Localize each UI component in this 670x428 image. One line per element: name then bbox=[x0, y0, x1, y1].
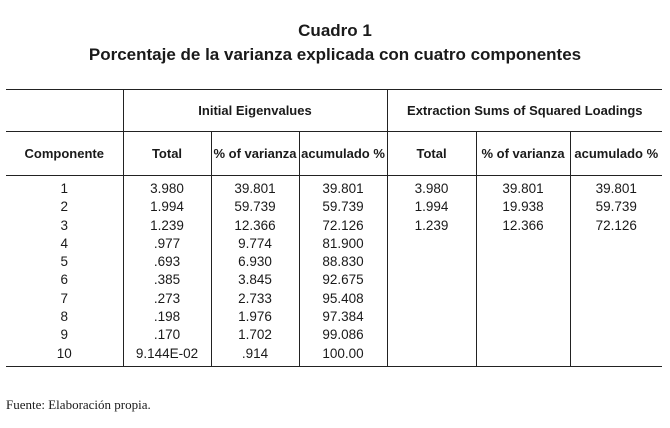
cell-extraction-acumulado: 72.126 bbox=[570, 217, 662, 235]
cell-extraction-total bbox=[387, 235, 476, 253]
cell-extraction-acumulado: 39.801 bbox=[570, 176, 662, 199]
cell-initial-pct: 1.702 bbox=[211, 326, 299, 344]
cell-initial-acumulado: 99.086 bbox=[299, 326, 387, 344]
cell-extraction-acumulado bbox=[570, 290, 662, 308]
column-header-extraction-acumulado: acumulado % bbox=[570, 132, 662, 176]
cell-initial-pct: 12.366 bbox=[211, 217, 299, 235]
cell-initial-pct: 1.976 bbox=[211, 308, 299, 326]
cell-initial-total: .977 bbox=[123, 235, 211, 253]
cell-componente: 4 bbox=[60, 235, 68, 251]
cell-initial-acumulado: 39.801 bbox=[299, 176, 387, 199]
cell-extraction-pct: 39.801 bbox=[476, 176, 570, 199]
cell-extraction-pct bbox=[476, 308, 570, 326]
table-row bbox=[6, 308, 662, 326]
cell-initial-pct: .914 bbox=[211, 345, 299, 367]
cell-initial-pct: 6.930 bbox=[211, 253, 299, 271]
cell-initial-total: .385 bbox=[123, 271, 211, 289]
cell-initial-pct: 59.739 bbox=[211, 198, 299, 216]
cell-extraction-pct bbox=[476, 271, 570, 289]
source-note: Fuente: Elaboración propia. bbox=[6, 397, 151, 412]
table-row bbox=[6, 345, 662, 367]
header-spacer bbox=[6, 90, 123, 132]
table-caption-number: Cuadro 1 bbox=[298, 21, 372, 40]
cell-extraction-pct bbox=[476, 345, 570, 367]
cell-initial-acumulado: 88.830 bbox=[299, 253, 387, 271]
table-row bbox=[6, 198, 662, 216]
cell-extraction-total bbox=[387, 308, 476, 326]
cell-componente: 1 bbox=[60, 181, 68, 196]
cell-initial-acumulado: 100.00 bbox=[299, 345, 387, 367]
cell-extraction-pct bbox=[476, 290, 570, 308]
cell-initial-pct: 2.733 bbox=[211, 290, 299, 308]
cell-extraction-pct: 12.366 bbox=[476, 217, 570, 235]
cell-initial-total: 1.239 bbox=[123, 217, 211, 235]
cell-extraction-total bbox=[387, 253, 476, 271]
cell-extraction-total: 3.980 bbox=[387, 176, 476, 199]
cell-extraction-pct bbox=[476, 235, 570, 253]
variance-table bbox=[6, 89, 662, 367]
cell-componente: 7 bbox=[60, 290, 68, 306]
cell-initial-acumulado: 95.408 bbox=[299, 290, 387, 308]
cell-initial-acumulado: 81.900 bbox=[299, 235, 387, 253]
cell-componente: 9 bbox=[60, 327, 68, 343]
table-row bbox=[6, 253, 662, 271]
cell-componente: 6 bbox=[60, 272, 68, 288]
cell-initial-total: 3.980 bbox=[123, 176, 211, 199]
cell-componente: 8 bbox=[60, 309, 68, 325]
cell-extraction-acumulado bbox=[570, 308, 662, 326]
column-header-initial-pct: % of varianza bbox=[211, 132, 299, 176]
cell-extraction-pct bbox=[476, 326, 570, 344]
cell-initial-acumulado: 92.675 bbox=[299, 271, 387, 289]
column-header-componente: Componente bbox=[6, 132, 123, 176]
cell-extraction-total bbox=[387, 271, 476, 289]
cell-initial-total: 9.144E-02 bbox=[123, 345, 211, 367]
cell-extraction-pct bbox=[476, 253, 570, 271]
column-header-initial-total: Total bbox=[123, 132, 211, 176]
cell-extraction-acumulado bbox=[570, 345, 662, 367]
cell-initial-total: .693 bbox=[123, 253, 211, 271]
cell-extraction-total bbox=[387, 326, 476, 344]
cell-extraction-pct: 19.938 bbox=[476, 198, 570, 216]
cell-initial-total: .170 bbox=[123, 326, 211, 344]
cell-extraction-acumulado bbox=[570, 253, 662, 271]
column-header-extraction-total: Total bbox=[387, 132, 476, 176]
table-row bbox=[6, 235, 662, 253]
cell-initial-acumulado: 59.739 bbox=[299, 198, 387, 216]
cell-initial-pct: 9.774 bbox=[211, 235, 299, 253]
cell-extraction-acumulado bbox=[570, 271, 662, 289]
cell-initial-acumulado: 97.384 bbox=[299, 308, 387, 326]
table-row bbox=[6, 326, 662, 344]
cell-componente: 2 bbox=[60, 199, 68, 215]
column-header-extraction-pct: % of varianza bbox=[476, 132, 570, 176]
table-caption-title: Porcentaje de la varianza explicada con cuatro componentes bbox=[88, 45, 582, 64]
group-header-extraction-sums: Extraction Sums of Squared Loadings bbox=[387, 90, 662, 132]
cell-componente: 3 bbox=[60, 217, 68, 233]
group-header-initial-eigenvalues: Initial Eigenvalues bbox=[123, 90, 387, 132]
table-row bbox=[6, 290, 662, 308]
table-row bbox=[6, 176, 662, 199]
cell-extraction-acumulado: 59.739 bbox=[570, 198, 662, 216]
cell-componente: 5 bbox=[60, 254, 68, 270]
cell-extraction-acumulado bbox=[570, 235, 662, 253]
cell-initial-acumulado: 72.126 bbox=[299, 217, 387, 235]
cell-initial-total: .198 bbox=[123, 308, 211, 326]
cell-extraction-total bbox=[387, 290, 476, 308]
column-header-initial-acumulado: acumulado % bbox=[299, 132, 387, 176]
cell-initial-pct: 3.845 bbox=[211, 271, 299, 289]
cell-componente: 10 bbox=[6, 345, 123, 367]
cell-initial-total: 1.994 bbox=[123, 198, 211, 216]
table-row bbox=[6, 271, 662, 289]
cell-extraction-total bbox=[387, 345, 476, 367]
cell-extraction-total: 1.239 bbox=[387, 217, 476, 235]
cell-initial-pct: 39.801 bbox=[211, 176, 299, 199]
table-row bbox=[6, 217, 662, 235]
cell-initial-total: .273 bbox=[123, 290, 211, 308]
cell-extraction-total: 1.994 bbox=[387, 198, 476, 216]
cell-extraction-acumulado bbox=[570, 326, 662, 344]
